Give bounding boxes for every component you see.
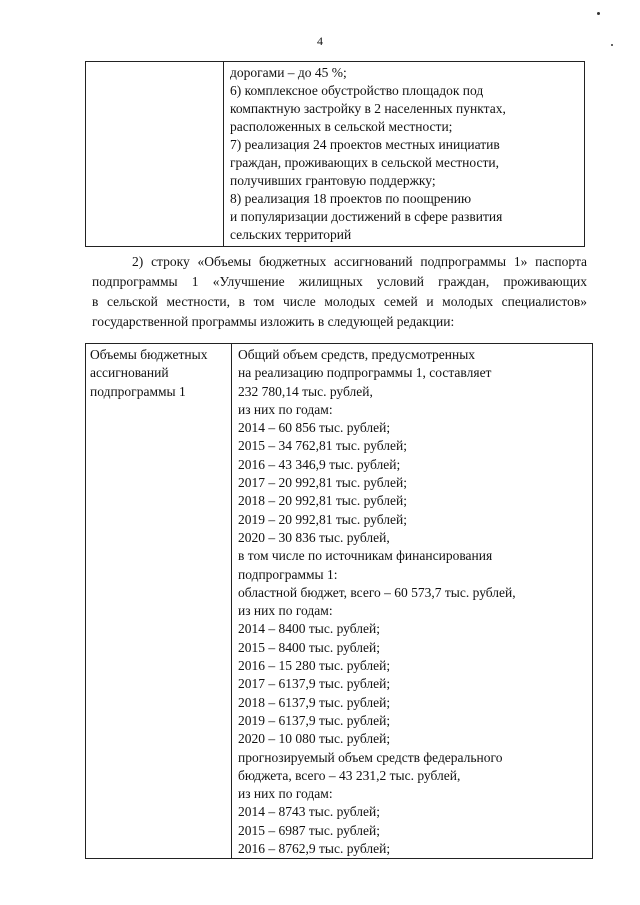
label-line: Объемы бюджетных <box>90 347 208 362</box>
text-line: 2019 – 20 992,81 тыс. рублей; <box>238 511 407 527</box>
text-line: 2016 – 15 280 тыс. рублей; <box>238 658 391 674</box>
text-line: из них по годам: <box>238 401 333 417</box>
paragraph-line: 2) строку «Объемы бюджетных ассигнований подпрограммы 1» паспорта <box>132 254 587 269</box>
paragraph-line: государственной программы изложить в следующей редакции: <box>92 314 455 329</box>
text-line: получивших грантовую поддержку; <box>230 173 436 188</box>
text-line: из них по годам: <box>238 786 333 802</box>
text-line: областной бюджет, всего – 60 573,7 тыс. рублей, <box>238 584 516 600</box>
text-line: граждан, проживающих в сельской местности, <box>230 155 499 170</box>
budget-label-cell <box>86 344 232 859</box>
text-line: 2017 – 6137,9 тыс. рублей; <box>238 676 391 692</box>
page-number: 4 <box>317 34 323 48</box>
table-row <box>86 344 593 859</box>
scan-speck <box>611 44 613 46</box>
continuation-table <box>85 61 585 247</box>
text-line: бюджета, всего – 43 231,2 тыс. рублей, <box>238 767 461 783</box>
text-line: и популяризации достижений в сфере развития <box>230 209 503 224</box>
text-line: подпрограммы 1: <box>238 566 338 582</box>
table-row <box>86 62 585 247</box>
text-line: 2014 – 8400 тыс. рублей; <box>238 621 380 637</box>
text-line: 2015 – 8400 тыс. рублей; <box>238 639 380 655</box>
text-line: 2014 – 60 856 тыс. рублей; <box>238 420 391 436</box>
text-line: 8) реализация 18 проектов по поощрению <box>230 191 472 206</box>
text-line: 232 780,14 тыс. рублей, <box>238 383 373 399</box>
text-line: 2017 – 20 992,81 тыс. рублей; <box>238 475 407 491</box>
text-line: прогнозируемый объем средств федерального <box>238 749 503 765</box>
text-line: 2020 – 10 080 тыс. рублей; <box>238 731 391 747</box>
label-line: подпрограммы 1 <box>90 383 186 399</box>
text-line: 2015 – 34 762,81 тыс. рублей; <box>238 438 407 454</box>
paragraph-line: подпрограммы 1 «Улучшение жилищных условий граждан, проживающих <box>92 274 587 289</box>
text-line: 7) реализация 24 проектов местных инициатив <box>230 137 500 152</box>
budget-table <box>85 343 593 859</box>
text-line: из них по годам: <box>238 603 333 619</box>
results-cell <box>224 62 585 247</box>
text-line: 2020 – 30 836 тыс. рублей, <box>238 529 390 545</box>
label-line: ассигнований <box>90 365 169 381</box>
text-line: 2019 – 6137,9 тыс. рублей; <box>238 712 391 728</box>
text-line: 2018 – 6137,9 тыс. рублей; <box>238 694 391 710</box>
text-line: расположенных в сельской местности; <box>230 119 453 134</box>
text-line: 6) комплексное обустройство площадок под <box>230 83 484 98</box>
text-line: дорогами – до 45 %; <box>230 65 347 80</box>
text-line: 2016 – 43 346,9 тыс. рублей; <box>238 456 401 472</box>
text-line: сельских территорий <box>230 227 352 242</box>
text-line: Общий объем средств, предусмотренных <box>238 347 476 362</box>
text-line: 2016 – 8762,9 тыс. рублей; <box>238 841 391 857</box>
text-line: 2015 – 6987 тыс. рублей; <box>238 822 380 838</box>
budget-values-cell <box>232 344 593 859</box>
amendment-paragraph <box>92 252 587 332</box>
text-line: на реализацию подпрограммы 1, составляет <box>238 365 492 381</box>
scan-speck <box>597 12 600 15</box>
paragraph-line: в сельской местности, в том числе молодых семей и молодых специалистов» <box>92 294 587 309</box>
text-line: в том числе по источникам финансирования <box>238 548 493 564</box>
text-line: компактную застройку в 2 населенных пунктах, <box>230 101 506 116</box>
text-line: 2014 – 8743 тыс. рублей; <box>238 804 380 820</box>
empty-left-cell <box>86 62 224 247</box>
text-line: 2018 – 20 992,81 тыс. рублей; <box>238 493 407 509</box>
